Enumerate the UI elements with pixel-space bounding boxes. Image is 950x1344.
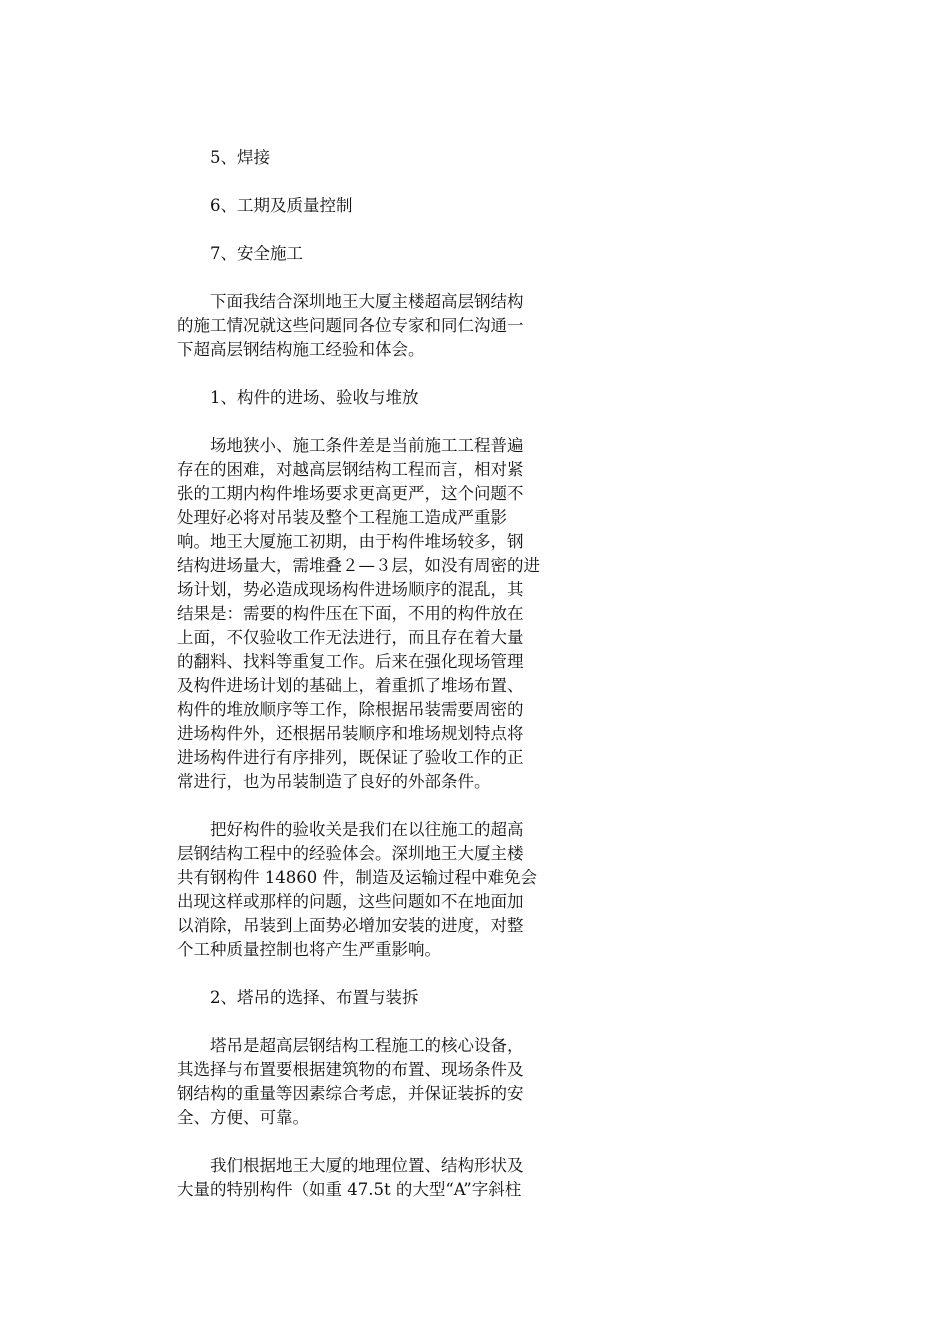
body-paragraph: 场地狭小、施工条件差是当前施工工程普遍 存在的困难，对越高层钢结构工程而言，相对紧 张的工期内构件堆场要求更高更严，这个问题不 处理好必将对吊装及整个工程施工造成严重影 响。地王大厦施工初期，由于构件堆场较多，钢 结构进场量大，需堆叠２—３层，如没有周密的进 场计划，势必造成现场构件进场顺序的混乱，其 结果是：需要的构件压在下面，不用的构件放在 上面，不仅验收工作无法进行，而且存在着大量 的翻料、找料等重复工作。后来在强化现场管理 及构件进场计划的基础上，着重抓了堆场布置、 构件的堆放顺序等工作，除根据吊装需要周密的 进场构件外，还根据吊装顺序和堆场规划特点将 进场构件进行有序排列，既保证了验收工作的正 常进行，也为吊装制造了良好的外部条件。 [177,436,540,791]
section-heading-2: 2、塔吊的选择、布置与装拆 [210,988,419,1007]
body-paragraph: 把好构件的验收关是我们在以往施工的超高 层钢结构工程中的经验体会。深圳地王大厦主楼 共有钢构件 14860 件，制造及运输过程中难免会 出现这样或那样的问题，这些问题如不在地面加 以消除，吊装到上面势必增加安装的进度，对整 个工种质量控制也将产生严重影响。 [177,820,537,959]
section-heading-1: 1、构件的进场、验收与堆放 [210,388,419,407]
document-page [177,0,577,1344]
body-paragraph: 塔吊是超高层钢结构工程施工的核心设备， 其选择与布置要根据建筑物的布置、现场条件及 钢结构的重量等因素综合考虑，并保证装拆的安 全、方便、可靠。 [177,1036,524,1127]
list-item-welding: 5、焊接 [210,148,270,167]
list-item-safety: 7、安全施工 [210,244,303,263]
document-body [177,146,577,1226]
list-item-schedule-quality: 6、工期及质量控制 [210,196,353,215]
body-paragraph: 我们根据地王大厦的地理位置、结构形状及 大量的特别构件（如重 47.5t 的大型“A”字斜柱 [177,1156,524,1199]
intro-paragraph: 下面我结合深圳地王大厦主楼超高层钢结构 的施工情况就这些问题同各位专家和同仁沟通一 下超高层钢结构施工经验和体会。 [177,292,524,359]
